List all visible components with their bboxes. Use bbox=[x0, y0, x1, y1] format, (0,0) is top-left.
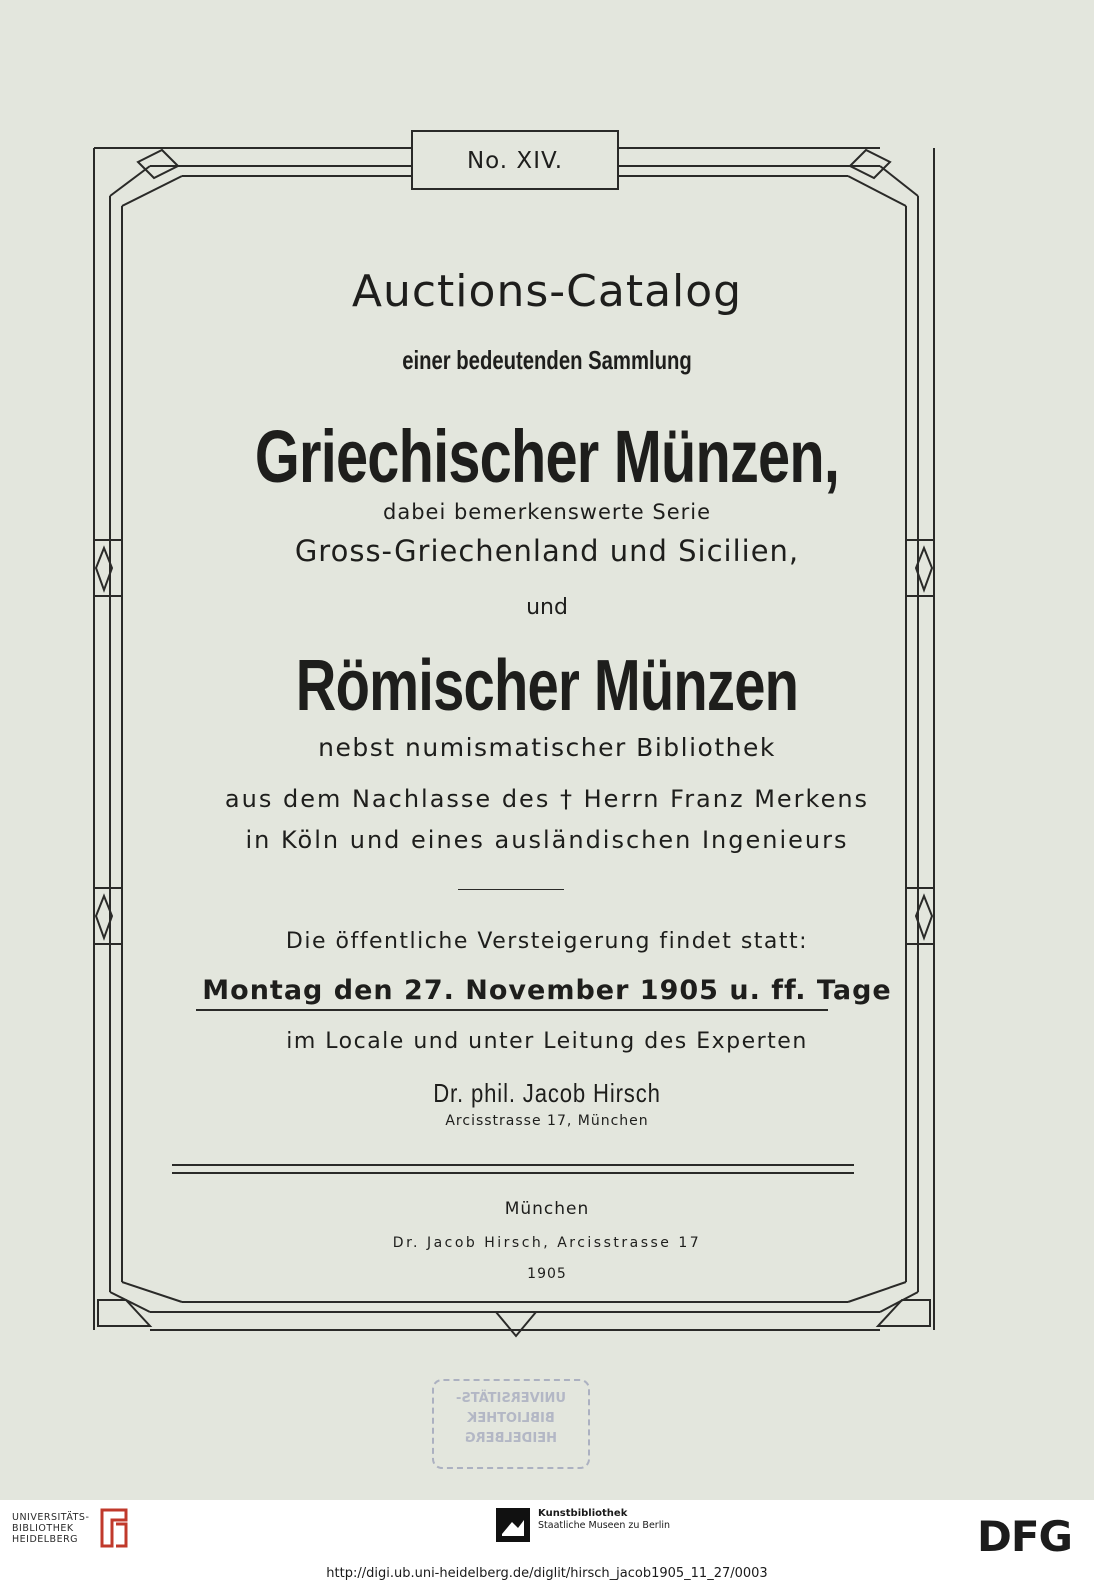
main-heading: Griechischer Münzen, bbox=[254, 415, 840, 498]
estate-line: aus dem Nachlasse des † Herrn Franz Merkens bbox=[224, 785, 870, 813]
stamp-line: BIBLIOTHEK bbox=[467, 1411, 555, 1426]
kunstbibliothek-logo-icon bbox=[496, 1508, 530, 1542]
double-divider bbox=[172, 1164, 854, 1174]
divider bbox=[458, 889, 564, 890]
auction-date: Montag den 27. November 1905 u. ff. Tage bbox=[202, 975, 892, 1006]
catalog-title: Auctions-Catalog bbox=[351, 266, 743, 317]
kunstbibliothek-label: Kunstbibliothek Staatliche Museen zu Berlin bbox=[538, 1508, 671, 1531]
heidelberg-library-label: UNIVERSITÄTS- BIBLIOTHEK HEIDELBERG bbox=[12, 1512, 90, 1545]
heidelberg-logo-icon bbox=[96, 1506, 132, 1550]
publisher-name: Dr. Jacob Hirsch, Arcisstrasse 17 bbox=[392, 1235, 702, 1251]
expert-name: Dr. phil. Jacob Hirsch bbox=[433, 1078, 661, 1108]
series-name: Gross-Griechenland und Sicilien, bbox=[294, 534, 800, 568]
stamp-line: HEIDELBERG bbox=[464, 1431, 558, 1446]
library-stamp bbox=[432, 1379, 590, 1469]
publisher-city: München bbox=[504, 1199, 590, 1219]
catalog-subtitle: einer bedeutenden Sammlung bbox=[402, 345, 692, 375]
connector-word: und bbox=[526, 595, 568, 620]
auction-intro: Die öffentliche Versteigerung findet statt: bbox=[285, 929, 809, 954]
expert-address: Arcisstrasse 17, München bbox=[445, 1113, 649, 1129]
footer-bar bbox=[0, 1500, 1094, 1586]
expert-intro: im Locale und unter Leitung des Experten bbox=[286, 1029, 808, 1054]
stamp-line: UNIVERSITÄTS- bbox=[456, 1391, 566, 1406]
series-intro: dabei bemerkenswerte Serie bbox=[383, 500, 711, 524]
second-heading: Römischer Münzen bbox=[295, 646, 799, 726]
publication-year: 1905 bbox=[527, 1266, 567, 1282]
dfg-logo: DFG bbox=[976, 1512, 1072, 1561]
catalog-number: No. XIV. bbox=[466, 148, 564, 174]
location-line: in Köln und eines ausländischen Ingenieurs bbox=[245, 826, 849, 854]
library-line: nebst numismatischer Bibliothek bbox=[318, 733, 776, 762]
page-url[interactable]: http://digi.ub.uni-heidelberg.de/diglit/hirsch_jacob1905_11_27/0003 bbox=[326, 1566, 768, 1581]
date-underline bbox=[196, 1009, 828, 1011]
